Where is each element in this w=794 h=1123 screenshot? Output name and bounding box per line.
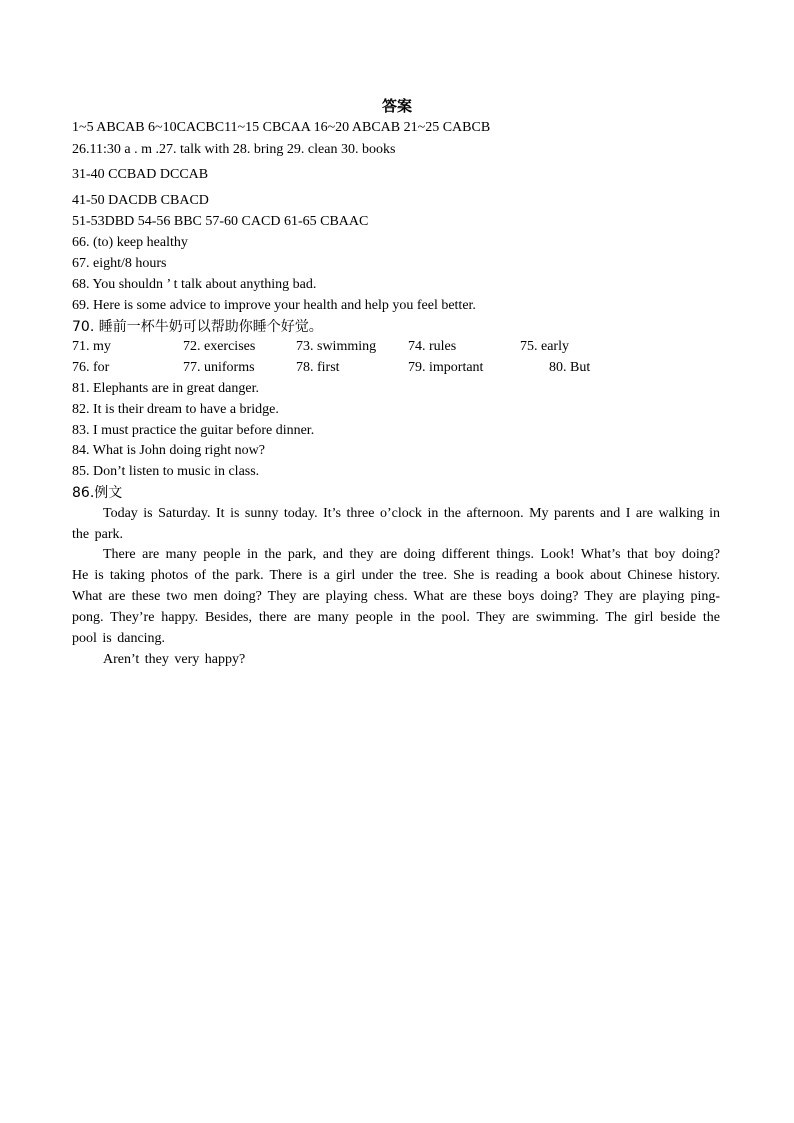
answer-78: 78. first [296,360,340,375]
answer-line-51-65: 51-53DBD 54-56 BBC 57-60 CACD 61-65 CBAAC [72,214,369,229]
answer-line-41-50: 41-50 DACDB CBACD [72,193,209,208]
essay-paragraph-2: There are many people in the park, and they are doing different things. Look! What’s that boy doing? He is taking photos of the park. There is a girl under the tree. She is reading a book about Chinese history. What are these two men doing? They are playing chess. What are these boys doing? They are playing ping-pong. They’re happy. Besides, there are many people in the pool. They are swimming. The girl beside the pool is dancing. [72,547,720,646]
answer-67: 67. eight/8 hours [72,256,167,271]
answer-71: 71. my [72,339,111,354]
answer-70: 70. 睡前一杯牛奶可以帮助你睡个好觉。 [72,319,323,335]
answer-66: 66. (to) keep healthy [72,235,188,250]
answer-72: 72. exercises [183,339,256,354]
answer-line-26-30: 26.11:30 a . m .27. talk with 28. bring 29. clean 30. books [72,142,396,157]
answer-line-1-25: 1~5 ABCAB 6~10CACBC11~15 CBCAA 16~20 ABCAB 21~25 CABCB [72,120,491,135]
answer-line-31-40: 31-40 CCBAD DCCAB [72,167,209,182]
answer-73: 73. swimming [296,339,377,354]
page-title: 答案 [381,97,412,115]
answer-69: 69. Here is some advice to improve your health and help you feel better. [72,298,476,313]
answer-74: 74. rules [408,339,457,354]
answer-76: 76. for [72,360,110,375]
answer-77: 77. uniforms [183,360,255,375]
answer-68: 68. You shouldn ’ t talk about anything bad. [72,277,317,292]
answer-82: 82. It is their dream to have a bridge. [72,402,279,417]
answer-75: 75. early [520,339,569,354]
answer-79: 79. important [408,360,484,375]
answer-86-heading: 86.例文 [72,485,123,501]
answer-80: 80. But [549,360,591,375]
essay-paragraph-3: Aren’t they very happy? [103,652,246,667]
answer-84: 84. What is John doing right now? [72,443,266,458]
answer-85: 85. Don’t listen to music in class. [72,464,260,479]
answer-83: 83. I must practice the guitar before dinner. [72,423,315,438]
answer-81: 81. Elephants are in great danger. [72,381,259,396]
essay-paragraph-1: Today is Saturday. It is sunny today. It’s three o’clock in the afternoon. My parents and I are walking in the park. [72,506,720,542]
